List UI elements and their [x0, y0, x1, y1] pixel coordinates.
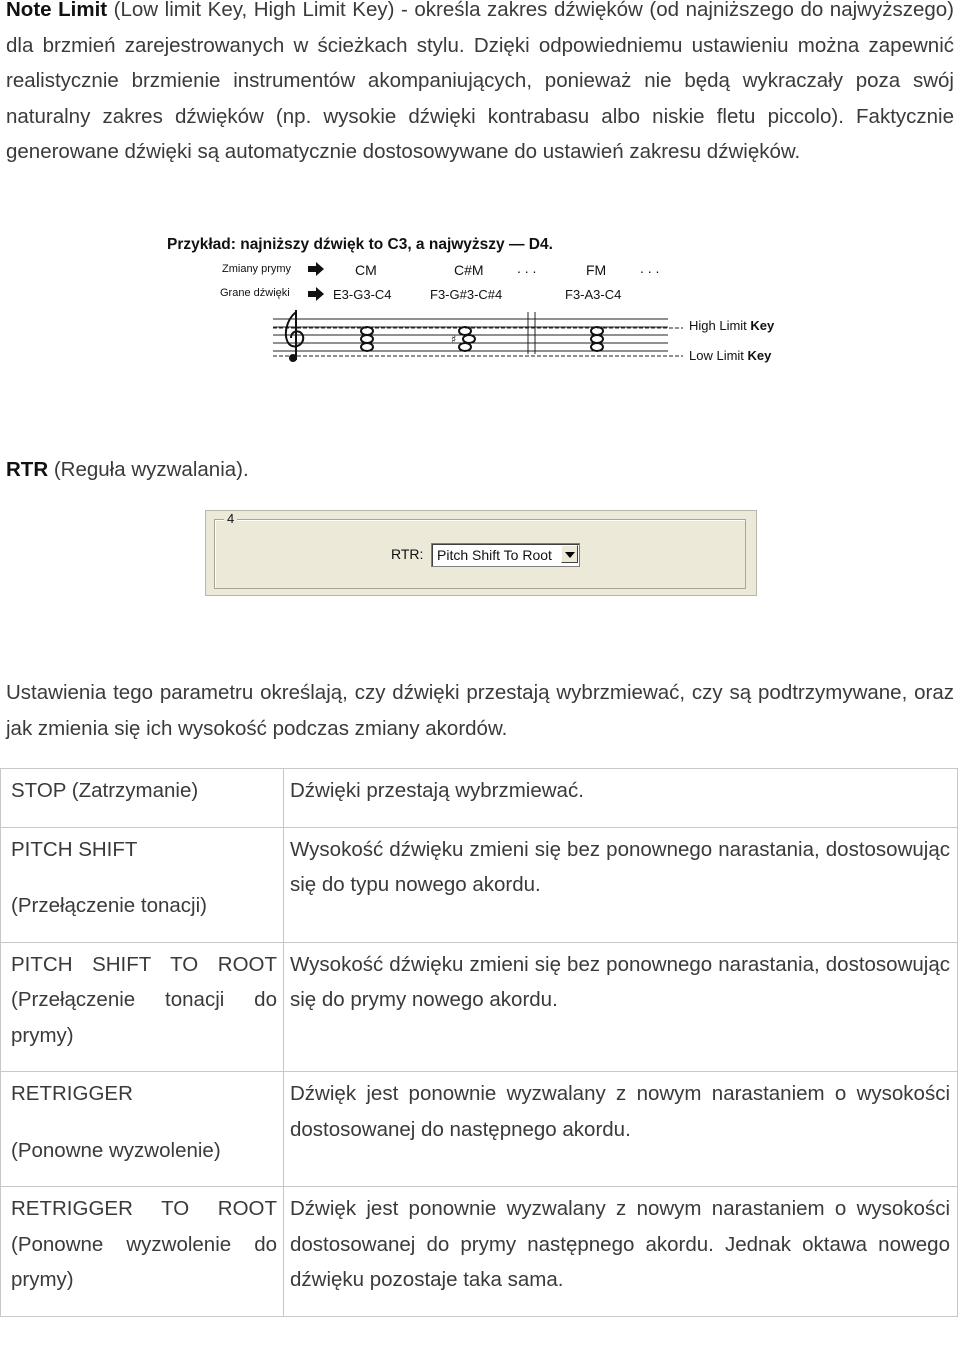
- dots-2: . . .: [640, 260, 660, 276]
- low-limit-label: Low Limit Key: [689, 348, 772, 363]
- rtr-dropdown[interactable]: [431, 543, 580, 567]
- chevron-down-icon: [565, 552, 575, 558]
- rtr-description: Ustawienia tego parametru określają, czy dźwięki przestają wybrzmiewać, czy są podtrzymywane, oraz jak zmienia się ich wysokość podczas zmiany akordów.: [6, 681, 954, 740]
- dots-1: . . .: [517, 260, 537, 276]
- table-row: [1, 942, 958, 1072]
- rtr-options-table: [0, 768, 958, 1317]
- option-description: Dźwięki przestają wybrzmiewać.: [284, 769, 958, 828]
- option-description: Wysokość dźwięku zmieni się bez ponownego narastania, dostosowując się do prymy nowego akordu.: [284, 942, 958, 1072]
- table-row: [1, 1072, 958, 1187]
- option-name: STOP (Zatrzymanie): [1, 769, 284, 828]
- sharp-icon: ♯: [451, 333, 457, 346]
- rtr-heading-text: (Reguła wyzwalania).: [48, 458, 249, 481]
- row-label-root-changes: Zmiany prymy: [222, 263, 292, 275]
- row-label-played-notes: Grane dźwięki: [220, 287, 290, 299]
- chord-3: FM: [586, 262, 607, 278]
- chord-2: C#M: [454, 262, 484, 278]
- note-limit-text: (Low limit Key, High Limit Key) - określa zakres dźwięków (od najniższego do najwyższego) dla brzmień zarejestrowanych w ścieżkach stylu. Dzięki odpowiedniemu ustawieniu można zapewnić realistycznie brzmienie instrumentów akompaniujących, ponieważ nie będą wykraczały poza swój naturalny zakres dźwięków (np. wysokie dźwięki kontrabasu albo niskie fletu piccolo). Faktycznie generowane dźwięki są automatycznie dostosowywane do ustawień zakresu dźwięków.: [6, 0, 955, 163]
- option-name: RETRIGGER (Ponowne wyzwolenie): [1, 1072, 284, 1187]
- rtr-selected-value: Pitch Shift To Root: [437, 547, 552, 563]
- arrow-icon: [308, 262, 324, 301]
- rtr-term: RTR: [6, 458, 49, 481]
- option-description: Dźwięk jest ponownie wyzwalany z nowym narastaniem o wysokości dostosowanej do następnego akordu.: [284, 1072, 958, 1187]
- dropdown-button[interactable]: [561, 545, 578, 563]
- note-limit-example-figure: [165, 232, 795, 372]
- option-description: Wysokość dźwięku zmieni się bez ponownego narastania, dostosowując się do typu nowego akordu.: [284, 827, 958, 942]
- note-limit-paragraph: [6, 0, 954, 170]
- table-row: [1, 769, 958, 828]
- note-limit-term: Note Limit: [6, 0, 108, 21]
- group-number: 4: [224, 511, 237, 526]
- chord-notes: [361, 327, 603, 351]
- option-name: RETRIGGER TO ROOT (Ponowne wyzwolenie do prymy): [1, 1187, 284, 1317]
- table-row: [1, 827, 958, 942]
- example-title: Przykład: najniższy dźwięk to C3, a najwyższy — D4.: [167, 236, 553, 253]
- notes-2: F3-G#3-C#4: [430, 287, 503, 302]
- rtr-label: RTR:: [391, 546, 424, 562]
- notes-3: F3-A3-C4: [565, 287, 622, 302]
- option-name: PITCH SHIFT (Przełączenie tonacji): [1, 827, 284, 942]
- chord-1: CM: [355, 262, 377, 278]
- rtr-heading: [6, 452, 954, 488]
- notes-1: E3-G3-C4: [333, 287, 392, 302]
- option-description: Dźwięk jest ponownie wyzwalany z nowym narastaniem o wysokości dostosowanej do prymy następnego akordu. Jednak oktawa nowego dźwięku pozostaje taka sama.: [284, 1187, 958, 1317]
- rtr-settings-panel: [205, 510, 757, 596]
- option-name: PITCH SHIFT TO ROOT (Przełączenie tonacji do prymy): [1, 942, 284, 1072]
- table-row: [1, 1187, 958, 1317]
- high-limit-label: High Limit Key: [689, 318, 775, 333]
